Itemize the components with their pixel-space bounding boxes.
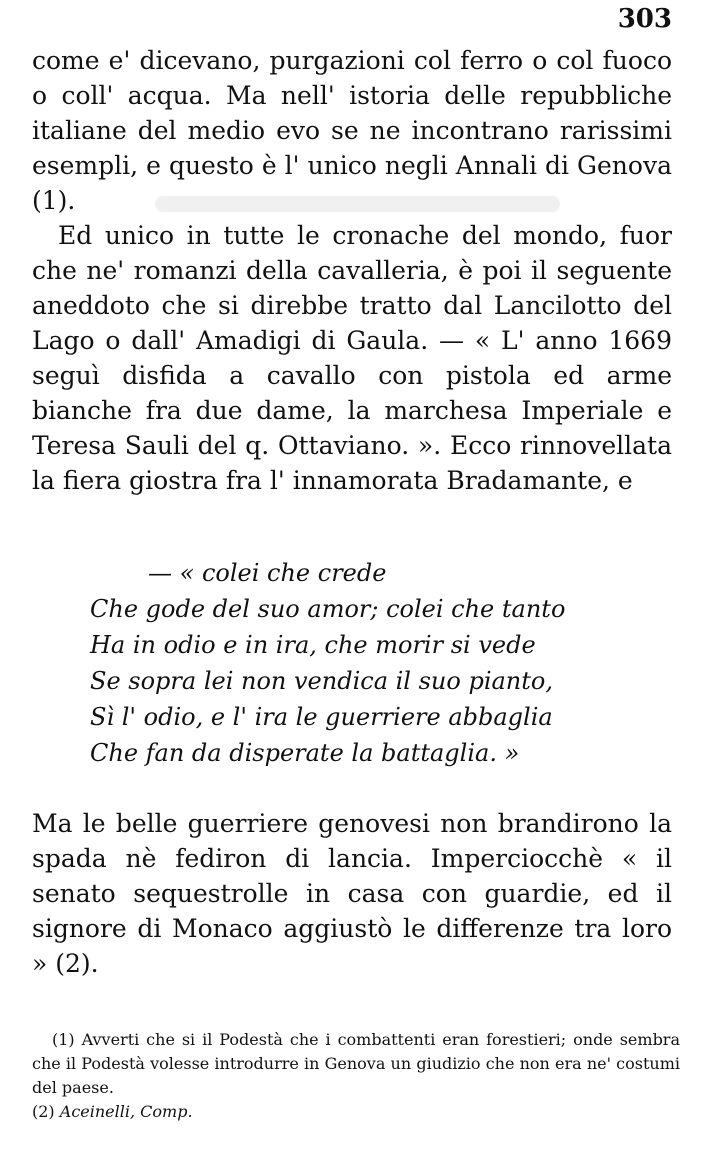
verse-line: Sì l' odio, e l' ira le guerriere abbaglia xyxy=(90,703,553,731)
paragraph-2: Ed unico in tutte le cronache del mondo, fuor che ne' romanzi della cavalleria, è poi il seguente aneddoto che si direbbe tratto dal Lancilotto del Lago o dall' Amadigi di Gaula. — « L' anno 1669 seguì disfida a cavallo con pistola ed arme bianche fra due dame, la marchesa Imperiale e Teresa Sauli del q. Ottaviano. ». Ecco rinnovellata la fiera giostra fra l' innamorata Bradamante, e xyxy=(32,221,672,495)
main-text-top xyxy=(32,43,672,498)
footnote-1: (1) Avverti che si il Podestà che i combattenti eran forestieri; onde sembra che il Podestà volesse introdurre in Genova un giudizio che non era ne' costumi del paese. xyxy=(32,1030,680,1097)
print-smudge xyxy=(155,196,560,212)
page-number: 303 xyxy=(617,4,672,34)
verse-line: Che fan da disperate la battaglia. » xyxy=(90,739,520,767)
paragraph-1: come e' dicevano, purgazioni col ferro o col fuoco o coll' acqua. Ma nell' istoria delle repubbliche italiane del medio evo se ne incontrano rarissimi esempli, e questo è l' unico negli Annali di Genova (1). xyxy=(32,46,672,215)
verse-line: Se sopra lei non vendica il suo pianto, xyxy=(90,667,553,695)
paragraph-3: Ma le belle guerriere genovesi non brandirono la spada nè fediron di lancia. Imperciocchè « il senato sequestrolle in casa con guardie, ed il signore di Monaco aggiustò le differenze tra loro » (2). xyxy=(32,809,672,978)
verse-quotation xyxy=(90,555,670,771)
verse-line: Ha in odio e in ira, che morir si vede xyxy=(90,631,536,659)
footnote-2-number: (2) xyxy=(32,1102,55,1121)
verse-line: Che gode del suo amor; colei che tanto xyxy=(90,595,566,623)
footnote-2 xyxy=(32,1100,680,1124)
main-text-bottom xyxy=(32,806,672,981)
footnote-2-source: Aceinelli, Comp. xyxy=(59,1102,193,1121)
footnotes xyxy=(32,1028,680,1124)
verse-line: — « colei che crede xyxy=(148,559,387,587)
